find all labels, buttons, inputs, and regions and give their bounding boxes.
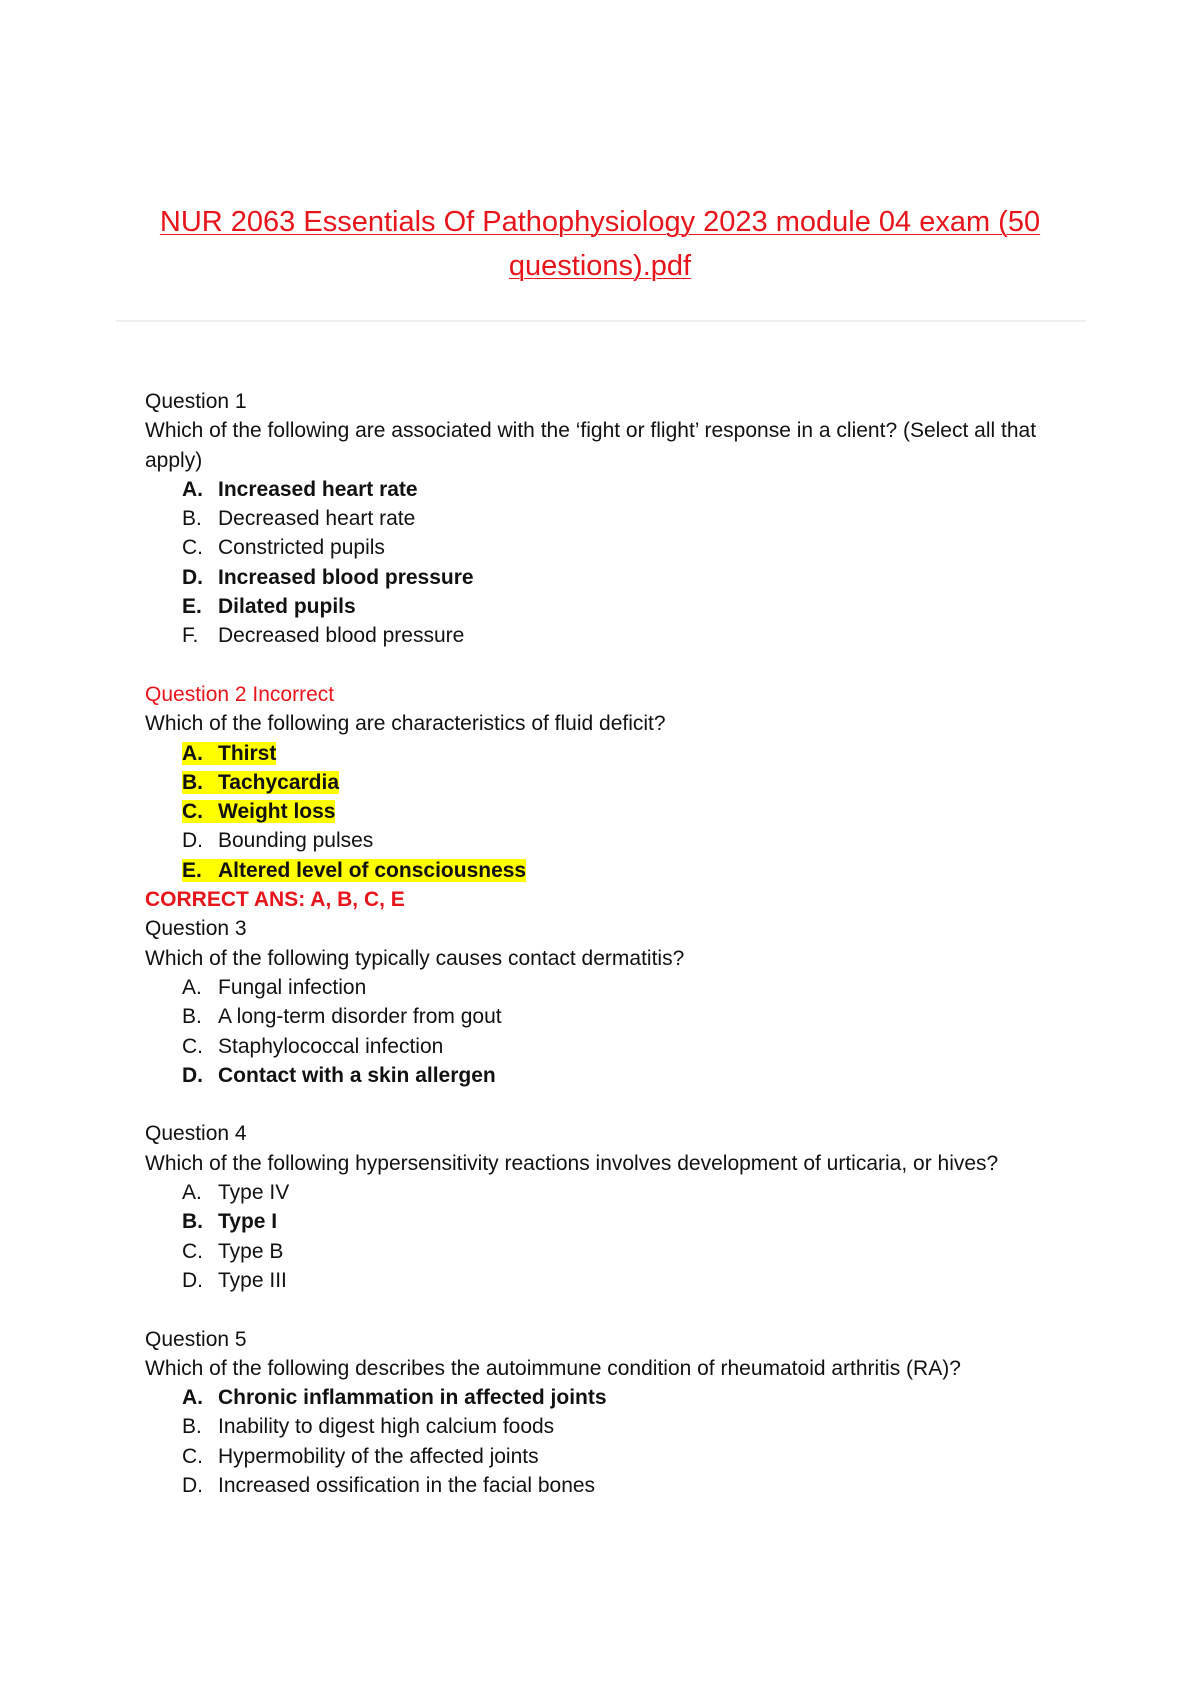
answer-option-correct: E. Dilated pupils [182, 595, 356, 619]
answer-option: C. Type B [182, 1239, 284, 1263]
answer-option-correct: A. Chronic inflammation in affected joints [182, 1386, 607, 1410]
answer-options [145, 1383, 1065, 1500]
question-header: Question 3 [145, 917, 247, 941]
question-2 [145, 680, 1065, 914]
answer-option-highlighted: E. Altered level of consciousness [182, 858, 527, 882]
answer-option: C. Constricted pupils [182, 536, 385, 560]
document-title-link[interactable]: NUR 2063 Essentials Of Pathophysiology 2023 module 04 exam (50 questions).pdf [159, 206, 1041, 282]
answer-option: D. Bounding pulses [182, 829, 374, 853]
answer-options [145, 973, 1065, 1090]
answer-option-correct: D. Contact with a skin allergen [182, 1063, 496, 1087]
answer-option-correct: D. Increased blood pressure [182, 565, 474, 589]
question-text: Which of the following hypersensitivity reactions involves development of urticaria, or hives? [145, 1151, 999, 1175]
question-header-incorrect: Question 2 Incorrect [145, 682, 335, 706]
answer-option: D. Type III [182, 1268, 287, 1292]
answer-option-correct: A. Increased heart rate [182, 477, 418, 501]
answer-option: B. Inability to digest high calcium foods [182, 1415, 555, 1439]
question-header: Question 1 [145, 390, 247, 413]
answer-options [145, 475, 1065, 651]
question-header: Question 5 [145, 1327, 247, 1351]
question-header: Question 4 [145, 1122, 247, 1146]
answer-option: B. Decreased heart rate [182, 507, 416, 531]
question-4 [145, 1119, 1065, 1295]
answer-option: A. Type IV [182, 1181, 290, 1205]
answer-option: B. A long-term disorder from gout [182, 1005, 502, 1029]
question-text: Which of the following typically causes contact dermatitis? [145, 946, 685, 970]
answer-options [145, 739, 1065, 885]
answer-option: C. Staphylococcal infection [182, 1034, 444, 1058]
answer-option-highlighted: C. Weight loss [182, 800, 336, 824]
question-1 [145, 387, 1065, 651]
answer-option-highlighted: B. Tachycardia [182, 770, 340, 794]
answer-option: F. Decreased blood pressure [182, 624, 465, 648]
question-text: Which of the following are characteristics of fluid deficit? [145, 712, 666, 736]
header-divider [116, 320, 1086, 322]
question-3 [145, 914, 1065, 1090]
document-header [120, 200, 1080, 288]
exam-content [145, 387, 1065, 1500]
answer-option: D. Increased ossification in the facial bones [182, 1473, 596, 1497]
correct-answer-note: CORRECT ANS: A, B, C, E [145, 888, 405, 912]
answer-option-correct: B. Type I [182, 1210, 278, 1234]
answer-option-highlighted: A. Thirst [182, 741, 277, 765]
answer-option: A. Fungal infection [182, 975, 367, 999]
answer-options [145, 1178, 1065, 1295]
answer-option: C. Hypermobility of the affected joints [182, 1444, 539, 1468]
question-text: Which of the following describes the autoimmune condition of rheumatoid arthritis (RA)? [145, 1356, 961, 1380]
question-text: Which of the following are associated with the ‘fight or flight’ response in a client? (Select all that apply) [145, 419, 1037, 472]
question-5 [145, 1325, 1065, 1501]
